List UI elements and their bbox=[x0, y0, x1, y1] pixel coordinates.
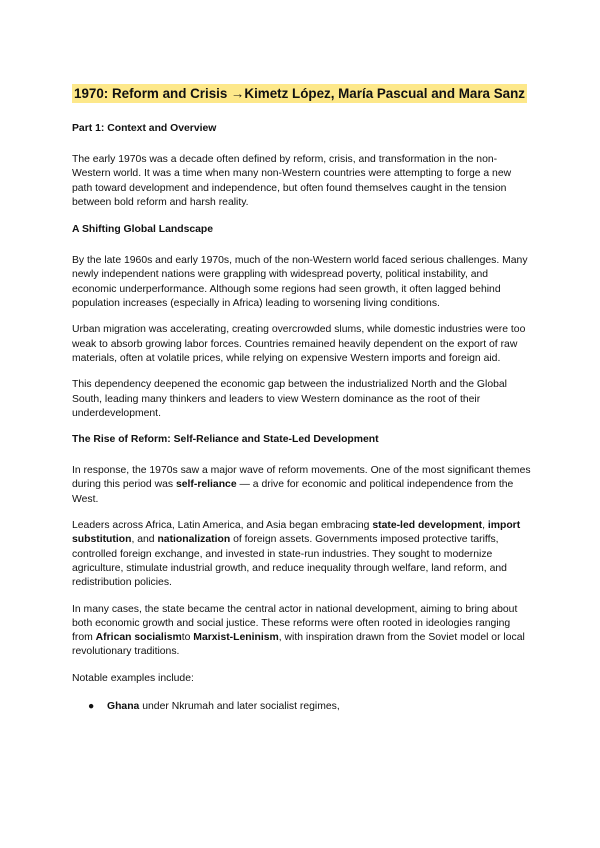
examples-intro: Notable examples include: bbox=[72, 672, 194, 684]
document-title: 1970: Reform and Crisis →Kimetz López, María Pascual and Mara Sanz bbox=[74, 86, 525, 101]
list-item: ● Ghana under Nkrumah and later socialist regimes, bbox=[88, 700, 532, 714]
section2-heading: The Rise of Reform: Self-Reliance and State-Led Development bbox=[72, 434, 379, 446]
section1-heading: A Shifting Global Landscape bbox=[72, 224, 214, 236]
examples-list bbox=[72, 700, 532, 714]
bullet-icon: ● bbox=[88, 701, 95, 713]
emphasis-state-led: state-led development bbox=[372, 520, 483, 532]
emphasis-african-socialism: African socialism bbox=[95, 632, 182, 644]
section2-paragraph-1: In response, the 1970s saw a major wave of reform movements. One of the most significant themes during this period was self-reliance — a drive for economic and political independence from the West. bbox=[72, 465, 531, 505]
document-page bbox=[72, 84, 532, 714]
intro-paragraph: The early 1970s was a decade often defined by reform, crisis, and transformation in the non-Western world. It was a time when many non-Western countries were attempting to forge a new path toward development and independence, but often found themselves caught in the tension between bold reform and harsh reality. bbox=[72, 154, 512, 208]
section2-paragraph-3: In many cases, the state became the central actor in national development, aiming to bring about both economic growth and social justice. These reforms were often rooted in ideologies ranging from African socialismto Marxist-Leninism, with inspiration drawn from the Soviet model or local revolutionary traditions. bbox=[72, 603, 525, 658]
section1-paragraph-2: Urban migration was accelerating, creating overcrowded slums, while domestic industries were too weak to absorb growing labor forces. Countries remained heavily dependent on the export of raw materials, often at volatile prices, while relying on expensive Western imports and foreign aid. bbox=[72, 324, 526, 364]
section2-paragraph-2: Leaders across Africa, Latin America, and Asia began embracing state-led development, import substitution, and nationalization of foreign assets. Governments imposed protective tariffs, controlled foreign exchange, and invested in state-run industries. They sought to modernize agriculture, stimulate industrial growth, and reduce inequality through welfare, land reform, and redistribution policies. bbox=[72, 520, 521, 589]
emphasis-nationalization: nationalization bbox=[157, 534, 231, 546]
emphasis-marxist-leninism: Marxist-Leninism bbox=[193, 632, 279, 644]
emphasis-import-substitution: import substitution bbox=[72, 520, 521, 546]
section1-paragraph-3: This dependency deepened the economic gap between the industrialized North and the Global South, leading many thinkers and leaders to view Western dominance as the root of their underdevelopment. bbox=[72, 379, 507, 419]
part1-heading: Part 1: Context and Overview bbox=[72, 123, 217, 134]
section1-paragraph-1: By the late 1960s and early 1970s, much of the non-Western world faced serious challenges. Many newly independent nations were grappling with widespread poverty, political instability, and economic underperformance. Although some regions had seen growth, it often lagged behind population increases (especially in Africa) leading to worsening living conditions. bbox=[72, 255, 528, 310]
emphasis-self-reliance: self-reliance bbox=[175, 479, 237, 491]
